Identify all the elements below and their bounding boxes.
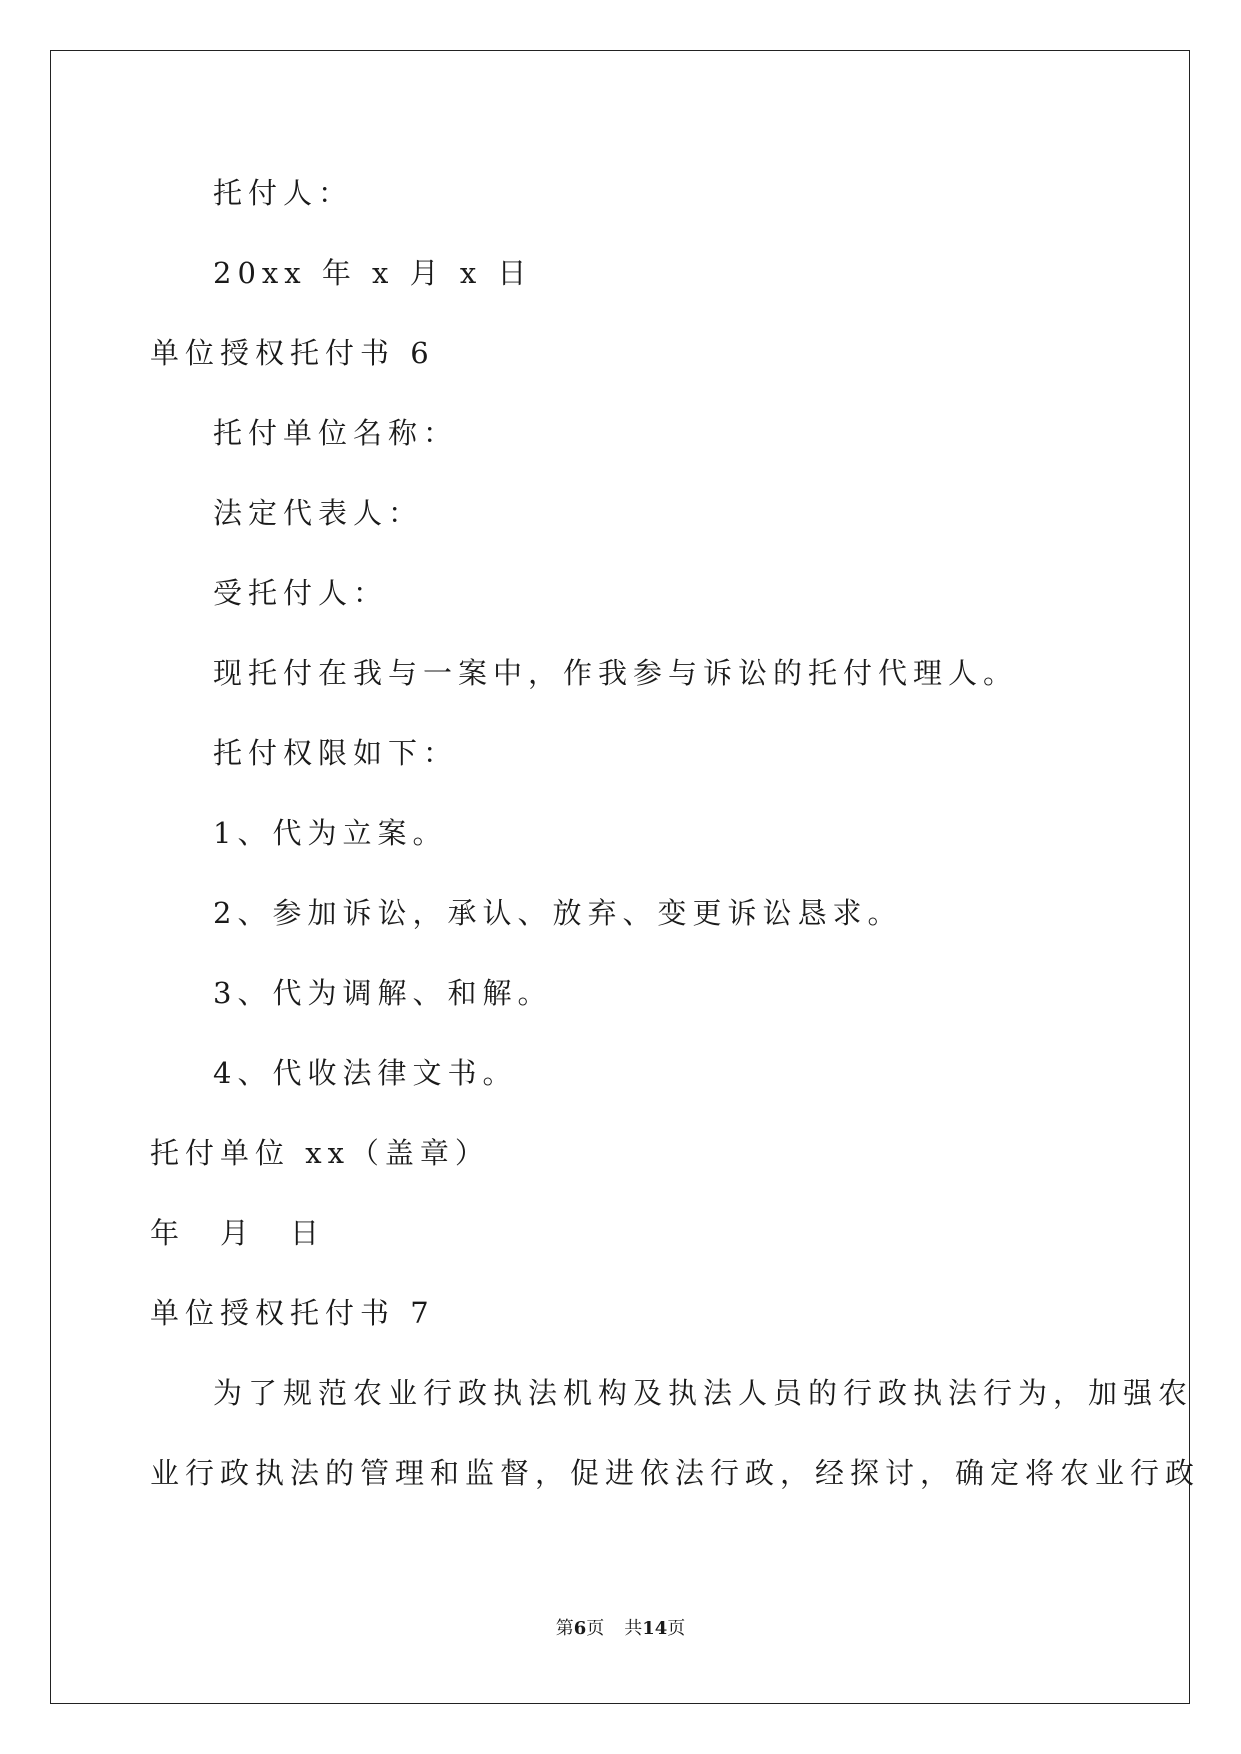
list-item: 1、代为立案。 <box>213 816 448 850</box>
text-line: 现托付在我与一案中，作我参与诉讼的托付代理人。 <box>213 656 1019 690</box>
paragraph-line: 为了规范农业行政执法机构及执法人员的行政执法行为，加强农 <box>213 1376 1194 1410</box>
text-line: 托付人： <box>213 176 354 210</box>
section-heading: 单位授权托付书 6 <box>150 336 435 370</box>
text-line: 20xx 年 x 月 x 日 <box>213 256 533 290</box>
date-line: 年 月 日 <box>150 1216 326 1250</box>
list-item: 4、代收法律文书。 <box>213 1056 518 1090</box>
footer-page-suffix: 页 <box>586 1618 605 1639</box>
page-footer <box>0 1617 1241 1641</box>
signature-line: 托付单位 xx（盖章） <box>150 1136 490 1170</box>
footer-prefix: 第 <box>555 1618 574 1639</box>
text-line: 受托付人： <box>213 576 389 610</box>
paragraph-line: 业行政执法的管理和监督，促进依法行政，经探讨，确定将农业行政 <box>150 1456 1201 1490</box>
page-number: 6 <box>573 1618 587 1639</box>
text-line: 托付权限如下： <box>213 736 459 770</box>
text-line: 托付单位名称： <box>213 416 459 450</box>
total-pages: 14 <box>642 1618 668 1639</box>
list-item: 3、代为调解、和解。 <box>213 976 553 1010</box>
footer-total-suffix: 页 <box>667 1618 686 1639</box>
text-line: 法定代表人： <box>213 496 424 530</box>
section-heading: 单位授权托付书 7 <box>150 1296 435 1330</box>
footer-total-prefix: 共 <box>624 1618 643 1639</box>
list-item: 2、参加诉讼，承认、放弃、变更诉讼恳求。 <box>213 896 903 930</box>
